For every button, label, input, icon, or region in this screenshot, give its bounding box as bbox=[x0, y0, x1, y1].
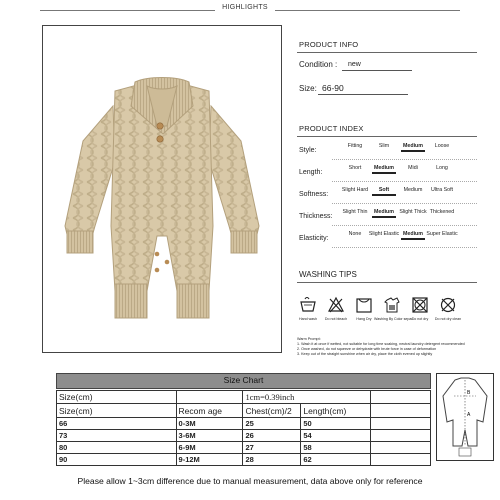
table-header-cell bbox=[176, 391, 243, 404]
table-header-cell bbox=[371, 391, 431, 404]
index-option: Super Elastic bbox=[426, 231, 458, 237]
knit-romper-image bbox=[43, 26, 281, 352]
index-option: Ultra Soft bbox=[430, 187, 454, 193]
wash-by-color-icon bbox=[383, 296, 401, 314]
column-age: Recom age bbox=[176, 404, 243, 418]
size-underline bbox=[318, 94, 408, 95]
size-table bbox=[56, 390, 431, 466]
table-cell: 66 bbox=[57, 418, 177, 430]
no-tumble-dry-icon bbox=[411, 296, 429, 314]
product-index-title: PRODUCT INDEX bbox=[299, 124, 364, 133]
condition-underline bbox=[342, 70, 412, 71]
table-cell: 25 bbox=[243, 418, 301, 430]
highlights-title: HIGHLIGHTS bbox=[222, 4, 268, 11]
index-option: Slim bbox=[378, 143, 390, 149]
table-cell bbox=[371, 454, 431, 466]
size-label: Size: bbox=[299, 84, 317, 93]
unit-conversion: 1cm=0.39inch bbox=[243, 391, 371, 404]
header-line-right bbox=[275, 10, 460, 11]
measurement-diagram bbox=[436, 373, 494, 461]
svg-text:A: A bbox=[467, 412, 471, 418]
index-row-rule bbox=[332, 203, 477, 204]
column-empty bbox=[371, 404, 431, 418]
index-option: Slight Thick bbox=[399, 209, 427, 215]
washing-tips-divider bbox=[297, 282, 477, 283]
no-dry-clean-icon bbox=[439, 296, 457, 314]
warm-prompt-line: 1. Wash it at once if wetted, not suitable for long time soaking, neutral laundry detergent recommended bbox=[297, 342, 465, 346]
index-option: Loose bbox=[434, 143, 450, 149]
hand-wash-icon bbox=[299, 296, 317, 314]
table-cell: 6-9M bbox=[176, 442, 243, 454]
hang-dry-icon bbox=[355, 296, 373, 314]
index-row-rule bbox=[332, 159, 477, 160]
column-chest: Chest(cm)/2 bbox=[243, 404, 301, 418]
washing-icon-label: Washing By Color separ bbox=[374, 317, 413, 321]
index-row-label: Elasticity: bbox=[299, 235, 329, 242]
table-cell bbox=[371, 430, 431, 442]
table-header-row bbox=[57, 391, 431, 404]
table-cell: 62 bbox=[301, 454, 371, 466]
warm-prompt-line: 3. Keep out of the straight sunshine when air dry, place the cloth evened up slightly bbox=[297, 352, 433, 356]
index-option: Medium bbox=[396, 143, 430, 152]
index-row-rule bbox=[332, 247, 477, 248]
washing-icon-label: Do not dry clean bbox=[434, 317, 462, 321]
index-row-label: Length: bbox=[299, 169, 323, 176]
warm-prompt-line: 2. Once washed, do not squeeze or dehydrate with brute force in case of deformation bbox=[297, 347, 437, 351]
romper-outline-icon bbox=[437, 374, 493, 460]
table-row bbox=[57, 430, 431, 442]
product-info-divider bbox=[297, 52, 477, 53]
index-option: Slight Thin bbox=[342, 209, 368, 215]
index-option: Medium bbox=[396, 231, 430, 240]
index-row-label: Style: bbox=[299, 147, 317, 154]
warm-prompt bbox=[297, 337, 497, 357]
index-option: None bbox=[348, 231, 362, 237]
table-header-cell: Size(cm) bbox=[57, 391, 177, 404]
index-option: Thickened bbox=[429, 209, 455, 215]
washing-tips-title: WASHING TIPS bbox=[299, 270, 357, 279]
product-photo bbox=[42, 25, 282, 353]
washing-icon-label: Hand wash bbox=[299, 317, 317, 321]
warm-prompt-title: Warm Prompt: bbox=[297, 337, 321, 341]
index-row-label: Thickness: bbox=[299, 213, 333, 220]
table-row bbox=[57, 442, 431, 454]
table-row bbox=[57, 454, 431, 466]
index-option: Slight Hard bbox=[341, 187, 369, 193]
table-cell: 3-6M bbox=[176, 430, 243, 442]
table-column-row bbox=[57, 404, 431, 418]
table-cell: 9-12M bbox=[176, 454, 243, 466]
index-row-label: Softness: bbox=[299, 191, 329, 198]
no-bleach-icon bbox=[327, 296, 345, 314]
index-row-rule bbox=[332, 225, 477, 226]
header-line-left bbox=[40, 10, 215, 11]
index-row-rule bbox=[332, 181, 477, 182]
column-size: Size(cm) bbox=[57, 404, 177, 418]
condition-label: Condition : bbox=[299, 60, 338, 69]
condition-value: new bbox=[348, 61, 361, 68]
table-cell: 80 bbox=[57, 442, 177, 454]
index-option: Long bbox=[436, 165, 448, 171]
table-cell bbox=[371, 442, 431, 454]
table-cell: 26 bbox=[243, 430, 301, 442]
table-cell: 54 bbox=[301, 430, 371, 442]
product-index-divider bbox=[297, 136, 477, 137]
table-cell: 0-3M bbox=[176, 418, 243, 430]
index-option: Medium bbox=[367, 165, 401, 174]
size-chart-title: Size Chart bbox=[223, 375, 264, 385]
index-option: Medium bbox=[403, 187, 423, 193]
table-cell: 28 bbox=[243, 454, 301, 466]
index-option: Medium bbox=[367, 209, 401, 218]
index-option: Soft bbox=[367, 187, 401, 196]
measurement-note: Please allow 1~3cm difference due to manual measurement, data above only for reference bbox=[77, 476, 423, 486]
table-row bbox=[57, 418, 431, 430]
index-option: Short bbox=[348, 165, 362, 171]
size-value: 66-90 bbox=[322, 83, 344, 93]
column-length: Length(cm) bbox=[301, 404, 371, 418]
svg-text:B: B bbox=[467, 390, 471, 396]
table-cell bbox=[371, 418, 431, 430]
washing-icon-label: Hang Dry bbox=[356, 317, 372, 321]
table-cell: 27 bbox=[243, 442, 301, 454]
index-option: Midi bbox=[408, 165, 418, 171]
washing-icon-label: Do not bleach bbox=[324, 317, 348, 321]
index-option: Slight Elastic bbox=[368, 231, 400, 237]
index-option: Fitting bbox=[347, 143, 363, 149]
washing-icon-label: Do not dry bbox=[411, 317, 429, 321]
table-cell: 50 bbox=[301, 418, 371, 430]
product-info-title: PRODUCT INFO bbox=[299, 40, 359, 49]
table-cell: 73 bbox=[57, 430, 177, 442]
table-cell: 90 bbox=[57, 454, 177, 466]
table-cell: 58 bbox=[301, 442, 371, 454]
